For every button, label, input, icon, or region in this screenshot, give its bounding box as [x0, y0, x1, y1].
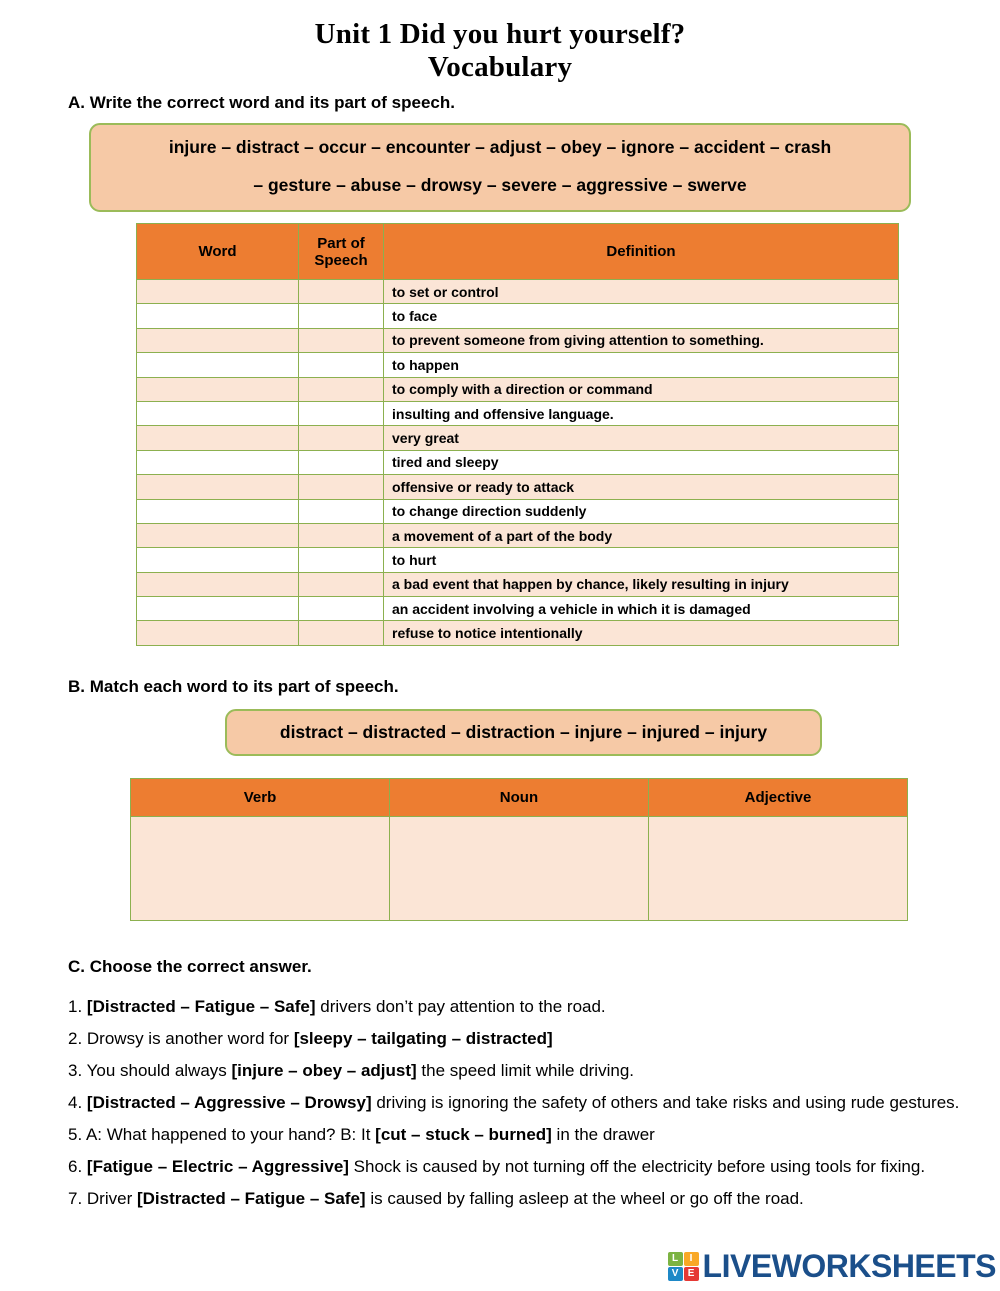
liveworksheets-logo: [668, 1248, 996, 1285]
answer-cell-part-of-speech[interactable]: [299, 377, 384, 401]
column-header-adjective: Adjective: [648, 778, 907, 816]
section-a-wordbank: [89, 123, 911, 212]
column-header-verb: Verb: [131, 778, 390, 816]
answer-cell-word[interactable]: [137, 572, 299, 596]
answer-cell-part-of-speech[interactable]: [299, 499, 384, 523]
question-text: the speed limit while driving.: [416, 1060, 634, 1080]
question-text: driving is ignoring the safety of others and take risks and using rude gestures.: [371, 1092, 960, 1112]
definition-cell: an accident involving a vehicle in which it is damaged: [384, 597, 899, 621]
answer-cell-part-of-speech[interactable]: [299, 450, 384, 474]
definition-cell: to change direction suddenly: [384, 499, 899, 523]
answer-choices[interactable]: [sleepy – tailgating – distracted]: [293, 1028, 553, 1048]
table-row: [137, 328, 899, 352]
definition-cell: to prevent someone from giving attention to something.: [384, 328, 899, 352]
table-row: [137, 523, 899, 547]
column-header-part-of-speech-line-1: Part of: [317, 234, 365, 252]
answer-choices[interactable]: [Fatigue – Electric – Aggressive]: [86, 1156, 349, 1176]
column-header-part-of-speech-line-2: Speech: [314, 251, 368, 269]
question-item: [68, 1087, 963, 1119]
question-number: 5.: [68, 1124, 86, 1144]
question-item: [68, 1151, 963, 1183]
table-row: [137, 401, 899, 425]
definition-cell: refuse to notice intentionally: [384, 621, 899, 645]
page-title-line-1: Unit 1 Did you hurt yourself?: [314, 18, 686, 50]
question-text: drivers don’t pay attention to the road.: [315, 996, 606, 1016]
answer-cell-word[interactable]: [137, 621, 299, 645]
question-item: [68, 1055, 963, 1087]
table-row: [137, 426, 899, 450]
question-text: Shock is caused by not turning off the electricity before using tools for fixing.: [348, 1156, 926, 1176]
liveworksheets-logo-icon: [668, 1252, 699, 1281]
logo-tile-v-icon: V: [668, 1267, 683, 1281]
question-text: is caused by falling asleep at the wheel or go off the road.: [365, 1188, 804, 1208]
question-number: 6.: [68, 1156, 87, 1176]
answer-cell-noun[interactable]: [389, 816, 648, 920]
question-number: 7.: [68, 1188, 87, 1208]
table-row: [137, 621, 899, 645]
answer-cell-word[interactable]: [137, 450, 299, 474]
answer-cell-part-of-speech[interactable]: [299, 280, 384, 304]
definition-cell: very great: [384, 426, 899, 450]
table-row: [137, 450, 899, 474]
answer-choices[interactable]: [Distracted – Fatigue – Safe]: [86, 996, 316, 1016]
definition-cell: to happen: [384, 353, 899, 377]
table-row: [137, 499, 899, 523]
answer-cell-word[interactable]: [137, 548, 299, 572]
page-title-line-2: Vocabulary: [427, 51, 573, 83]
answer-cell-word[interactable]: [137, 304, 299, 328]
answer-cell-word[interactable]: [137, 426, 299, 450]
section-c-heading: C. Choose the correct answer.: [68, 956, 312, 976]
section-a-heading: A. Write the correct word and its part of speech.: [68, 93, 455, 112]
table-row: [137, 597, 899, 621]
question-number: 3.: [68, 1060, 87, 1080]
answer-cell-adjective[interactable]: [648, 816, 907, 920]
question-text: A: What happened to your hand? B: It: [85, 1124, 376, 1144]
answer-choices[interactable]: [Distracted – Fatigue – Safe]: [136, 1188, 366, 1208]
answer-cell-part-of-speech[interactable]: [299, 401, 384, 425]
definition-cell: to hurt: [384, 548, 899, 572]
parts-of-speech-table: [130, 778, 908, 921]
table-row: [137, 353, 899, 377]
definition-cell: a movement of a part of the body: [384, 523, 899, 547]
table-row: [131, 816, 908, 920]
definition-cell: a bad event that happen by chance, likely resulting in injury: [384, 572, 899, 596]
logo-tile-e-icon: E: [684, 1267, 699, 1281]
answer-cell-verb[interactable]: [131, 816, 390, 920]
table-a-header-row: [137, 224, 899, 280]
answer-cell-word[interactable]: [137, 401, 299, 425]
answer-cell-part-of-speech[interactable]: [299, 328, 384, 352]
answer-choices[interactable]: [cut – stuck – burned]: [375, 1124, 552, 1144]
answer-cell-part-of-speech[interactable]: [299, 475, 384, 499]
section-a-wordbank-line-2: – gesture – abuse – drowsy – severe – aggressive – swerve: [253, 174, 747, 195]
vocabulary-definitions-table: [136, 223, 899, 646]
column-header-word: Word: [137, 224, 299, 280]
section-a-wordbank-line-1: injure – distract – occur – encounter – adjust – obey – ignore – accident – crash: [168, 137, 832, 157]
answer-cell-word[interactable]: [137, 475, 299, 499]
answer-cell-word[interactable]: [137, 499, 299, 523]
question-text: You should always: [86, 1060, 232, 1080]
answer-cell-part-of-speech[interactable]: [299, 572, 384, 596]
question-number: 4.: [68, 1092, 87, 1112]
definition-cell: offensive or ready to attack: [384, 475, 899, 499]
section-b-heading: B. Match each word to its part of speech.: [68, 676, 399, 696]
definition-cell: tired and sleepy: [384, 450, 899, 474]
answer-cell-part-of-speech[interactable]: [299, 304, 384, 328]
table-b-header-row: [131, 778, 908, 816]
question-item: [68, 1023, 963, 1055]
answer-cell-part-of-speech[interactable]: [299, 353, 384, 377]
page-title: [0, 0, 1000, 84]
question-item: [68, 1119, 963, 1151]
definition-cell: insulting and offensive language.: [384, 401, 899, 425]
column-header-definition: Definition: [384, 224, 899, 280]
table-row: [137, 377, 899, 401]
liveworksheets-wordmark: LIVEWORKSHEETS: [702, 1248, 996, 1284]
table-row: [137, 475, 899, 499]
answer-cell-part-of-speech[interactable]: [299, 523, 384, 547]
answer-cell-part-of-speech[interactable]: [299, 426, 384, 450]
section-b-wordbank: distract – distracted – distraction – injure – injured – injury: [225, 709, 822, 756]
answer-choices[interactable]: [injure – obey – adjust]: [231, 1060, 417, 1080]
answer-cell-word[interactable]: [137, 597, 299, 621]
table-row: [137, 304, 899, 328]
answer-choices[interactable]: [Distracted – Aggressive – Drowsy]: [86, 1092, 372, 1112]
question-number: 1.: [68, 996, 87, 1016]
answer-cell-word[interactable]: [137, 377, 299, 401]
logo-tile-l-icon: L: [668, 1252, 683, 1266]
answer-cell-part-of-speech[interactable]: [299, 597, 384, 621]
logo-tile-i-icon: I: [684, 1252, 699, 1266]
table-row: [137, 548, 899, 572]
question-item: [68, 991, 963, 1023]
answer-cell-word[interactable]: [137, 280, 299, 304]
table-row: [137, 572, 899, 596]
question-text: Drowsy is another word for: [86, 1028, 294, 1048]
column-header-noun: Noun: [389, 778, 648, 816]
answer-cell-word[interactable]: [137, 353, 299, 377]
answer-cell-part-of-speech[interactable]: [299, 621, 384, 645]
column-header-part-of-speech: [299, 224, 384, 280]
definition-cell: to face: [384, 304, 899, 328]
question-item: [68, 1183, 963, 1215]
section-c-questions: [68, 991, 963, 1215]
definition-cell: to comply with a direction or command: [384, 377, 899, 401]
definition-cell: to set or control: [384, 280, 899, 304]
question-text: Driver: [86, 1188, 137, 1208]
table-row: [137, 280, 899, 304]
question-text: in the drawer: [551, 1124, 655, 1144]
question-number: 2.: [68, 1028, 87, 1048]
answer-cell-word[interactable]: [137, 328, 299, 352]
answer-cell-part-of-speech[interactable]: [299, 548, 384, 572]
answer-cell-word[interactable]: [137, 523, 299, 547]
